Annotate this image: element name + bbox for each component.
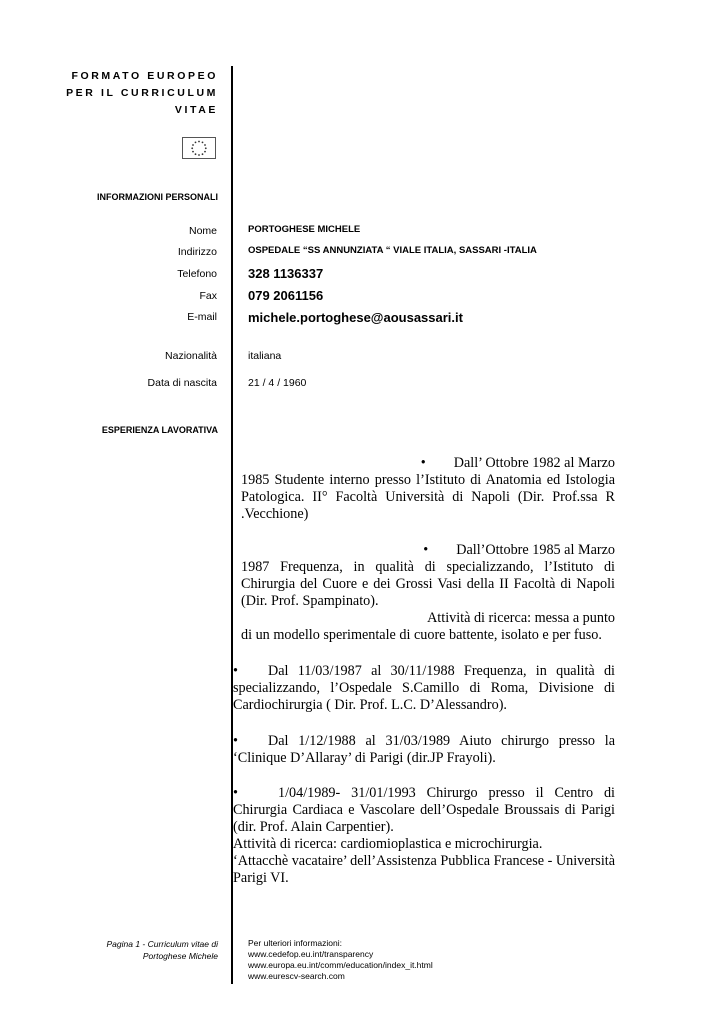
experience-item-2-research-first: Attività di ricerca: messa a punto xyxy=(427,610,615,626)
footer-left-line-2: Portoghese Michele xyxy=(142,951,218,961)
bullet-icon: • xyxy=(420,455,426,471)
value-fax: 079 2061156 xyxy=(248,288,324,303)
footer-left-line-1: Pagina 1 - Curriculum vitae di xyxy=(106,939,218,949)
footer-link-europa[interactable]: www.europa.eu.int/comm/education/index_it.html xyxy=(248,960,433,970)
value-data-nascita: 21 / 4 / 1960 xyxy=(248,377,307,389)
experience-item-1-rest: 1985 Studente interno presso l’Istituto di Anatomia ed Istologia Patologica. II° Facoltà Università di Napoli (Dir. Prof.ssa R .Vecchione) xyxy=(241,472,615,522)
label-telefono: Telefono xyxy=(177,268,217,280)
experience-item-5-line2: Attività di ricerca: cardiomioplastica e microchirurgia. xyxy=(233,836,543,852)
bullet-icon: • xyxy=(233,733,238,749)
section-title-experience: ESPERIENZA LAVORATIVA xyxy=(101,425,218,435)
label-nazionalita: Nazionalità xyxy=(165,350,217,362)
title-line-1: FORMATO EUROPEO xyxy=(71,70,218,82)
cv-title xyxy=(18,68,218,119)
experience-item-2-rest: 1987 Frequenza, in qualità di specializzando, l’Istituto di Chirurgia del Cuore e dei Grossi Vasi della II Facoltà di Napoli (Dir. Prof. Spampinato). xyxy=(241,559,615,609)
title-line-3: VITAE xyxy=(174,104,218,116)
label-nome: Nome xyxy=(188,225,217,237)
experience-item-5 xyxy=(233,785,615,887)
section-title-personal: INFORMAZIONI PERSONALI xyxy=(97,192,218,202)
experience-item-4-text: Dal 1/12/1988 al 31/03/1989 Aiuto chirurgo presso la ‘Clinique D’Allaray’ di Parigi (dir.JP Frayoli). xyxy=(233,733,615,766)
title-line-2: PER IL CURRICULUM xyxy=(66,87,218,99)
label-fax: Fax xyxy=(199,290,217,302)
footer-info-label: Per ulteriori informazioni: xyxy=(248,938,343,948)
experience-item-2 xyxy=(241,542,615,644)
value-indirizzo: OSPEDALE “SS ANNUNZIATA “ VIALE ITALIA, SASSARI -ITALIA xyxy=(248,245,537,256)
label-indirizzo: Indirizzo xyxy=(177,246,217,258)
bullet-icon: • xyxy=(423,542,429,558)
value-nazionalita: italiana xyxy=(248,350,282,362)
footer-link-cedefop[interactable]: www.cedefop.eu.int/transparency xyxy=(248,949,374,959)
footer-links xyxy=(248,938,433,982)
experience-item-3-text: Dal 11/03/1987 al 30/11/1988 Frequenza, in qualità di specializzando, l’Ospedale S.Camillo di Roma, Divisione di Cardiochirurgia ( Dir. Prof. L.C. D’Alessandro). xyxy=(233,663,615,713)
footer-page-info xyxy=(107,938,219,962)
eu-flag-icon xyxy=(182,137,216,159)
experience-item-1-first: Dall’ Ottobre 1982 al Marzo xyxy=(453,455,615,471)
value-email[interactable]: michele.portoghese@aousassari.it xyxy=(248,310,463,325)
experience-item-5-line3: ‘Attacchè vacataire’ dell’Assistenza Pubblica Francese - Università Parigi VI. xyxy=(233,853,615,886)
experience-item-4 xyxy=(233,733,615,767)
label-data-nascita: Data di nascita xyxy=(147,377,217,389)
experience-item-2-first: Dall’Ottobre 1985 al Marzo xyxy=(456,542,615,558)
experience-item-5-text: 1/04/1989- 31/01/1993 Chirurgo presso il Centro di Chirurgia Cardiaca e Vascolare dell’Ospedale Broussais di Parigi (dir. Prof. Alain Carpentier). xyxy=(233,785,615,835)
footer-link-eurescv[interactable]: www.eurescv-search.com xyxy=(248,971,345,981)
value-telefono: 328 1136337 xyxy=(248,266,324,281)
bullet-icon: • xyxy=(233,663,238,679)
bullet-icon: • xyxy=(233,785,238,801)
label-email: E-mail xyxy=(187,311,217,323)
experience-item-3 xyxy=(233,663,615,714)
experience-item-2-research-rest: di un modello sperimentale di cuore battente, isolato e per fuso. xyxy=(241,627,602,643)
experience-item-1 xyxy=(241,455,615,523)
value-nome: PORTOGHESE MICHELE xyxy=(248,224,361,235)
